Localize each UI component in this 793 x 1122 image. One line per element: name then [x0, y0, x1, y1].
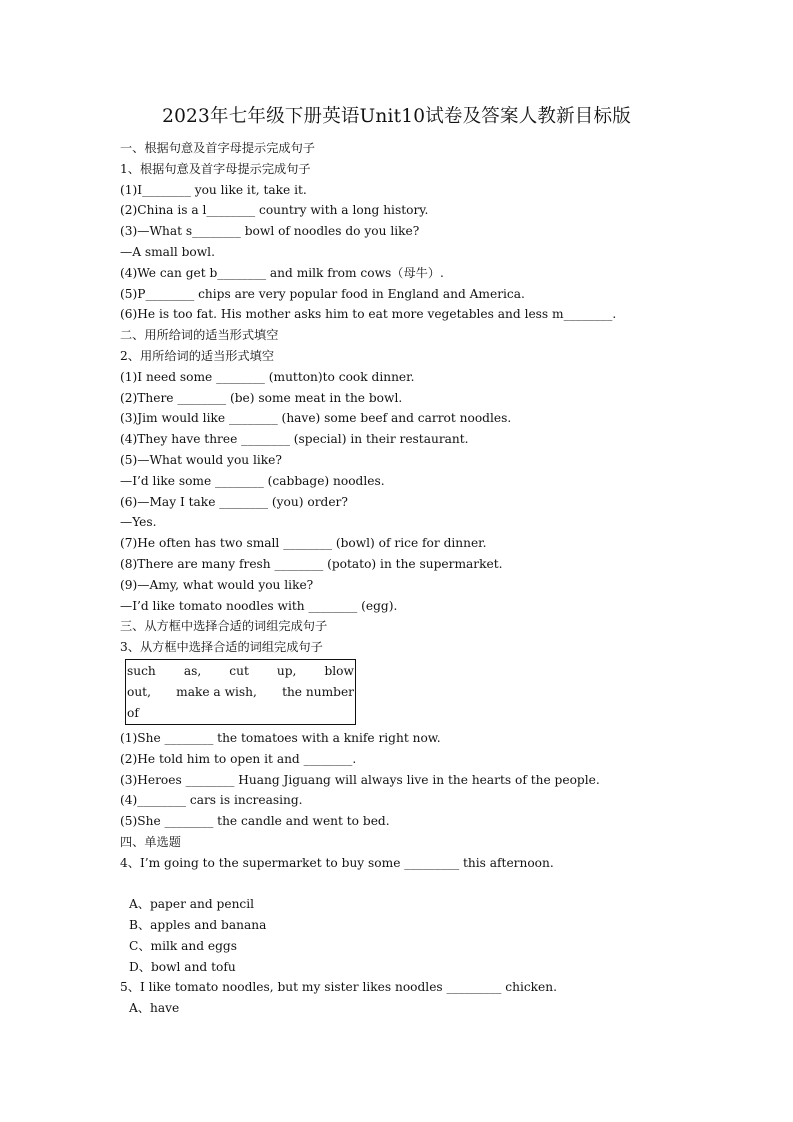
word-box-word: cut: [229, 663, 249, 678]
question-line: (3)Jim would like ________ (have) some beef and carrot noodles.: [120, 411, 512, 426]
question-line: (5)She ________ the candle and went to bed.: [120, 814, 390, 829]
word-box-word: of: [127, 705, 139, 720]
word-box-row: [127, 703, 354, 724]
question-line: (8)There are many fresh ________ (potato) in the supermarket.: [120, 556, 503, 571]
question-line: (5)P________ chips are very popular food in England and America.: [120, 286, 525, 301]
answer-option: C、milk and eggs: [129, 938, 237, 953]
question-line: (3)Heroes ________ Huang Jiguang will always live in the hearts of the people.: [120, 772, 600, 787]
word-box-word: the number: [282, 684, 354, 699]
section-heading: 四、单选题: [120, 834, 181, 849]
question-line: —I’d like tomato noodles with ________ (egg).: [120, 598, 398, 613]
question-line: (4)We can get b________ and milk from cows（母牛）.: [120, 265, 444, 280]
word-box-word: blow: [324, 663, 354, 678]
document-body: [120, 138, 720, 1019]
question-line: (1)She ________ the tomatoes with a knife right now.: [120, 730, 441, 745]
question-line: (6)He is too fat. His mother asks him to eat more vegetables and less m________.: [120, 307, 617, 322]
answer-option: B、apples and banana: [129, 918, 267, 933]
word-box-word: as,: [183, 663, 202, 678]
question-stem: 4、I’m going to the supermarket to buy some _________ this afternoon.: [120, 855, 554, 870]
question-title: 2、用所给词的适当形式填空: [120, 348, 275, 363]
word-box-word: up,: [276, 663, 297, 678]
question-line: (1)I need some ________ (mutton)to cook dinner.: [120, 369, 415, 384]
question-line: (4)They have three ________ (special) in their restaurant.: [120, 432, 469, 447]
word-box-row: [127, 661, 354, 682]
question-line: (5)—What would you like?: [120, 452, 282, 467]
answer-option: A、have: [129, 1001, 180, 1016]
question-line: (2)There ________ (be) some meat in the bowl.: [120, 390, 403, 405]
question-line: (1)I________ you like it, take it.: [120, 182, 307, 197]
question-title: 1、根据句意及首字母提示完成句子: [120, 161, 311, 176]
question-line: (2)China is a l________ country with a long history.: [120, 203, 429, 218]
question-line: (2)He told him to open it and ________.: [120, 751, 357, 766]
question-line: (3)—What s________ bowl of noodles do you like?: [120, 224, 420, 239]
answer-option: A、paper and pencil: [129, 897, 255, 912]
answer-option: D、bowl and tofu: [129, 959, 236, 974]
question-line: —I’d like some ________ (cabbage) noodles.: [120, 473, 385, 488]
word-box-row: [127, 682, 354, 703]
word-box-word: out,: [127, 684, 151, 699]
question-line: —Yes.: [120, 515, 157, 530]
question-line: (7)He often has two small ________ (bowl) of rice for dinner.: [120, 536, 487, 551]
section-heading: 一、根据句意及首字母提示完成句子: [120, 141, 315, 155]
document-title: 2023年七年级下册英语Unit10试卷及答案人教新目标版: [162, 106, 631, 127]
question-stem: 5、I like tomato noodles, but my sister likes noodles _________ chicken.: [120, 980, 557, 995]
question-line: —A small bowl.: [120, 244, 215, 259]
question-title: 3、从方框中选择合适的词组完成句子: [120, 640, 323, 655]
question-line: (4)________ cars is increasing.: [120, 793, 303, 808]
spacer: [120, 874, 720, 895]
word-box-word: such: [127, 663, 156, 678]
question-line: (6)—May I take ________ (you) order?: [120, 494, 348, 509]
question-line: (9)—Amy, what would you like?: [120, 577, 314, 592]
section-heading: 三、从方框中选择合适的词组完成句子: [120, 619, 328, 634]
word-box-word: make a wish,: [176, 684, 257, 699]
word-box: [125, 659, 356, 725]
section-heading: 二、用所给词的适当形式填空: [120, 328, 279, 343]
